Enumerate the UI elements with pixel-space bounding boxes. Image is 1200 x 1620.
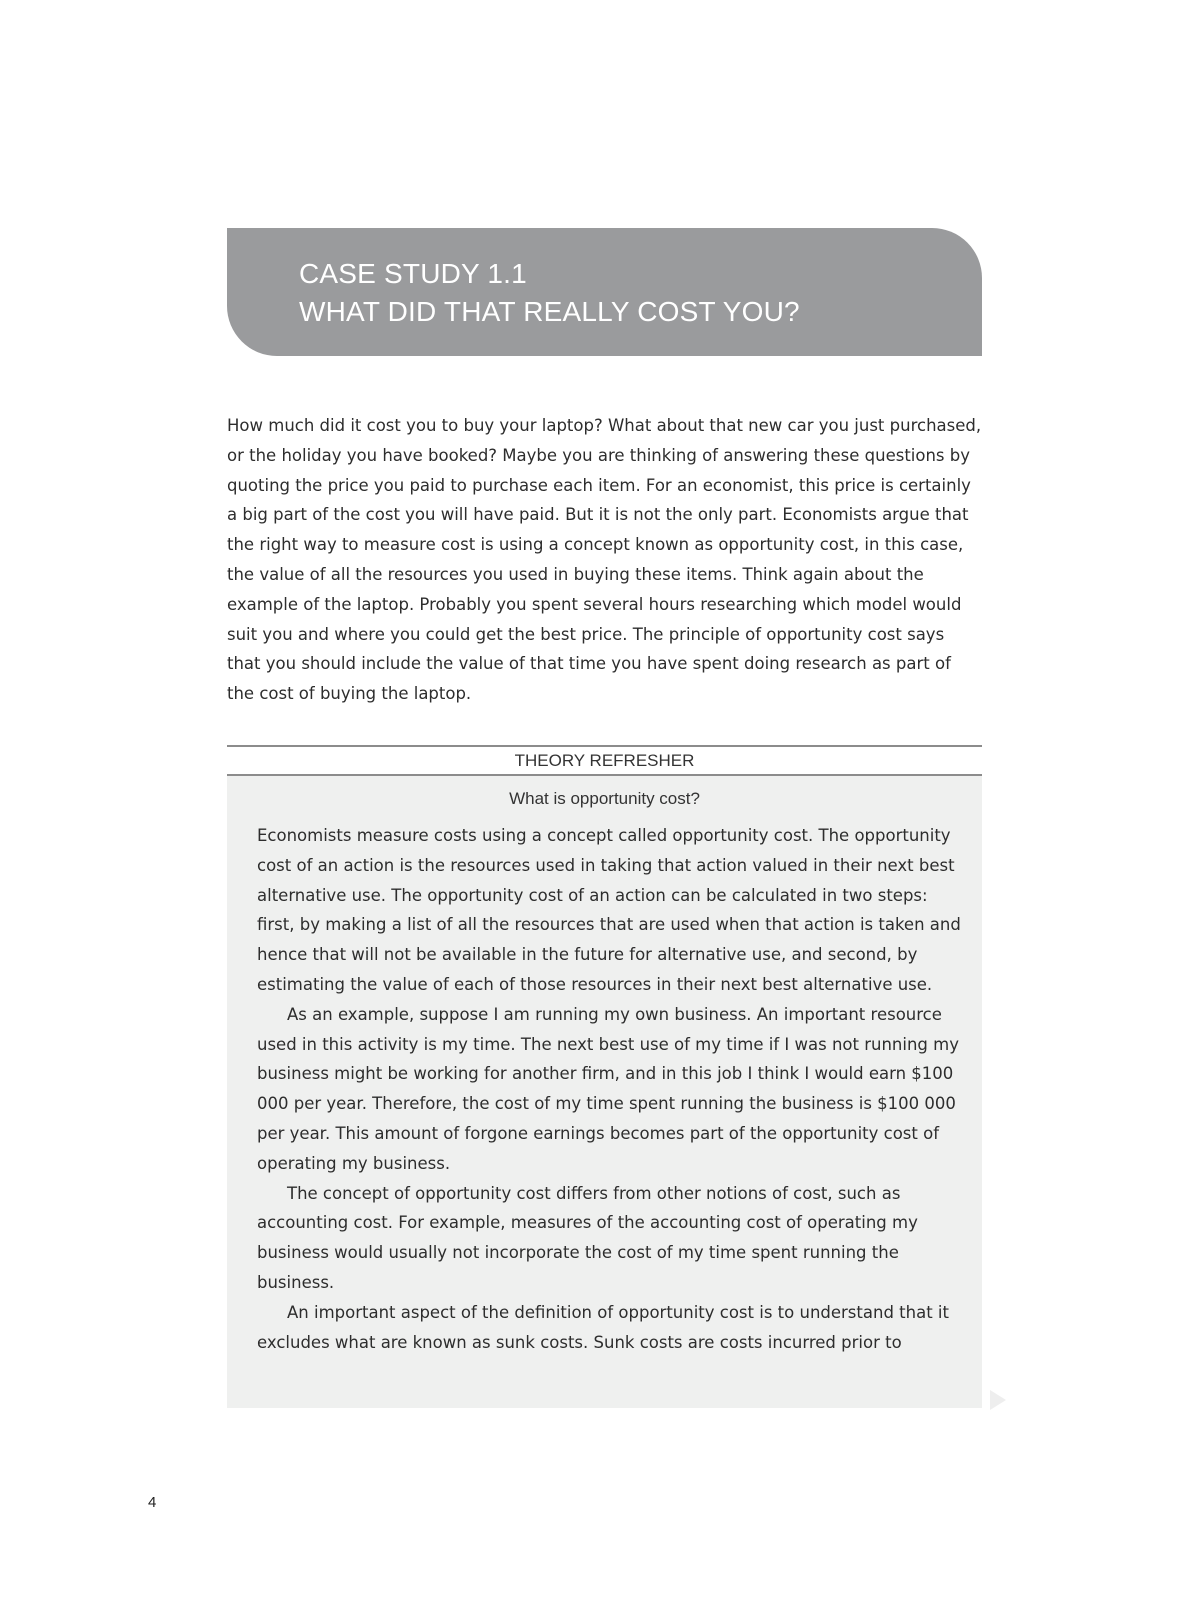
theory-refresher-body	[257, 821, 962, 1357]
continued-arrow-icon	[990, 1390, 1006, 1410]
refresher-paragraph: As an example, suppose I am running my own business. An important resource used in this activity is my time. The next best use of my time if I was not running my business might be working for another firm, and in this job I think I would earn $100 000 per year. Therefore, the cost of my time spent running the business is $100 000 per year. This amount of forgone earnings becomes part of the opportunity cost of operating my business.	[257, 1004, 959, 1173]
case-study-title: WHAT DID THAT REALLY COST YOU?	[299, 296, 800, 327]
refresher-paragraph: An important aspect of the definition of opportunity cost is to understand that it excludes what are known as sunk costs. Sunk costs are costs incurred prior to	[257, 1302, 949, 1352]
refresher-paragraph: The concept of opportunity cost differs from other notions of cost, such as accounting cost. For example, measures of the accounting cost of operating my business would usually not incorporate the cost of my time spent running the business.	[257, 1183, 918, 1292]
theory-refresher-subtitle: What is opportunity cost?	[509, 789, 700, 808]
case-study-label: CASE STUDY 1.1	[299, 258, 527, 289]
theory-refresher-header: THEORY REFRESHER	[227, 745, 982, 776]
refresher-paragraph: Economists measure costs using a concept called opportunity cost. The opportunity cost of an action is the resources used in taking that action valued in their next best alternative use. The opportunity cost of an action can be calculated in two steps: first, by making a list of all the resources that are used when that action is taken and hence that will not be available in the future for alternative use, and second, by estimating the value of each of those resources in their next best alternative use.	[257, 826, 961, 994]
theory-refresher-box	[227, 745, 982, 1408]
page-number: 4	[148, 1494, 157, 1511]
case-study-banner	[227, 228, 982, 356]
intro-paragraph: How much did it cost you to buy your laptop? What about that new car you just purchased, or the holiday you have booked? Maybe you are thinking of answering these questions by quoting the price you paid to purchase each item. For an economist, this price is certainly a big part of the cost you will have paid. But it is not the only part. Economists argue that the right way to measure cost is using a concept known as opportunity cost, in this case, the value of all the resources you used in buying these items. Think again about the example of the laptop. Probably you spent several hours researching which model would suit you and where you could get the best price. The principle of opportunity cost says that you should include the value of that time you have spent doing research as part of the cost of buying the laptop.	[227, 416, 982, 704]
